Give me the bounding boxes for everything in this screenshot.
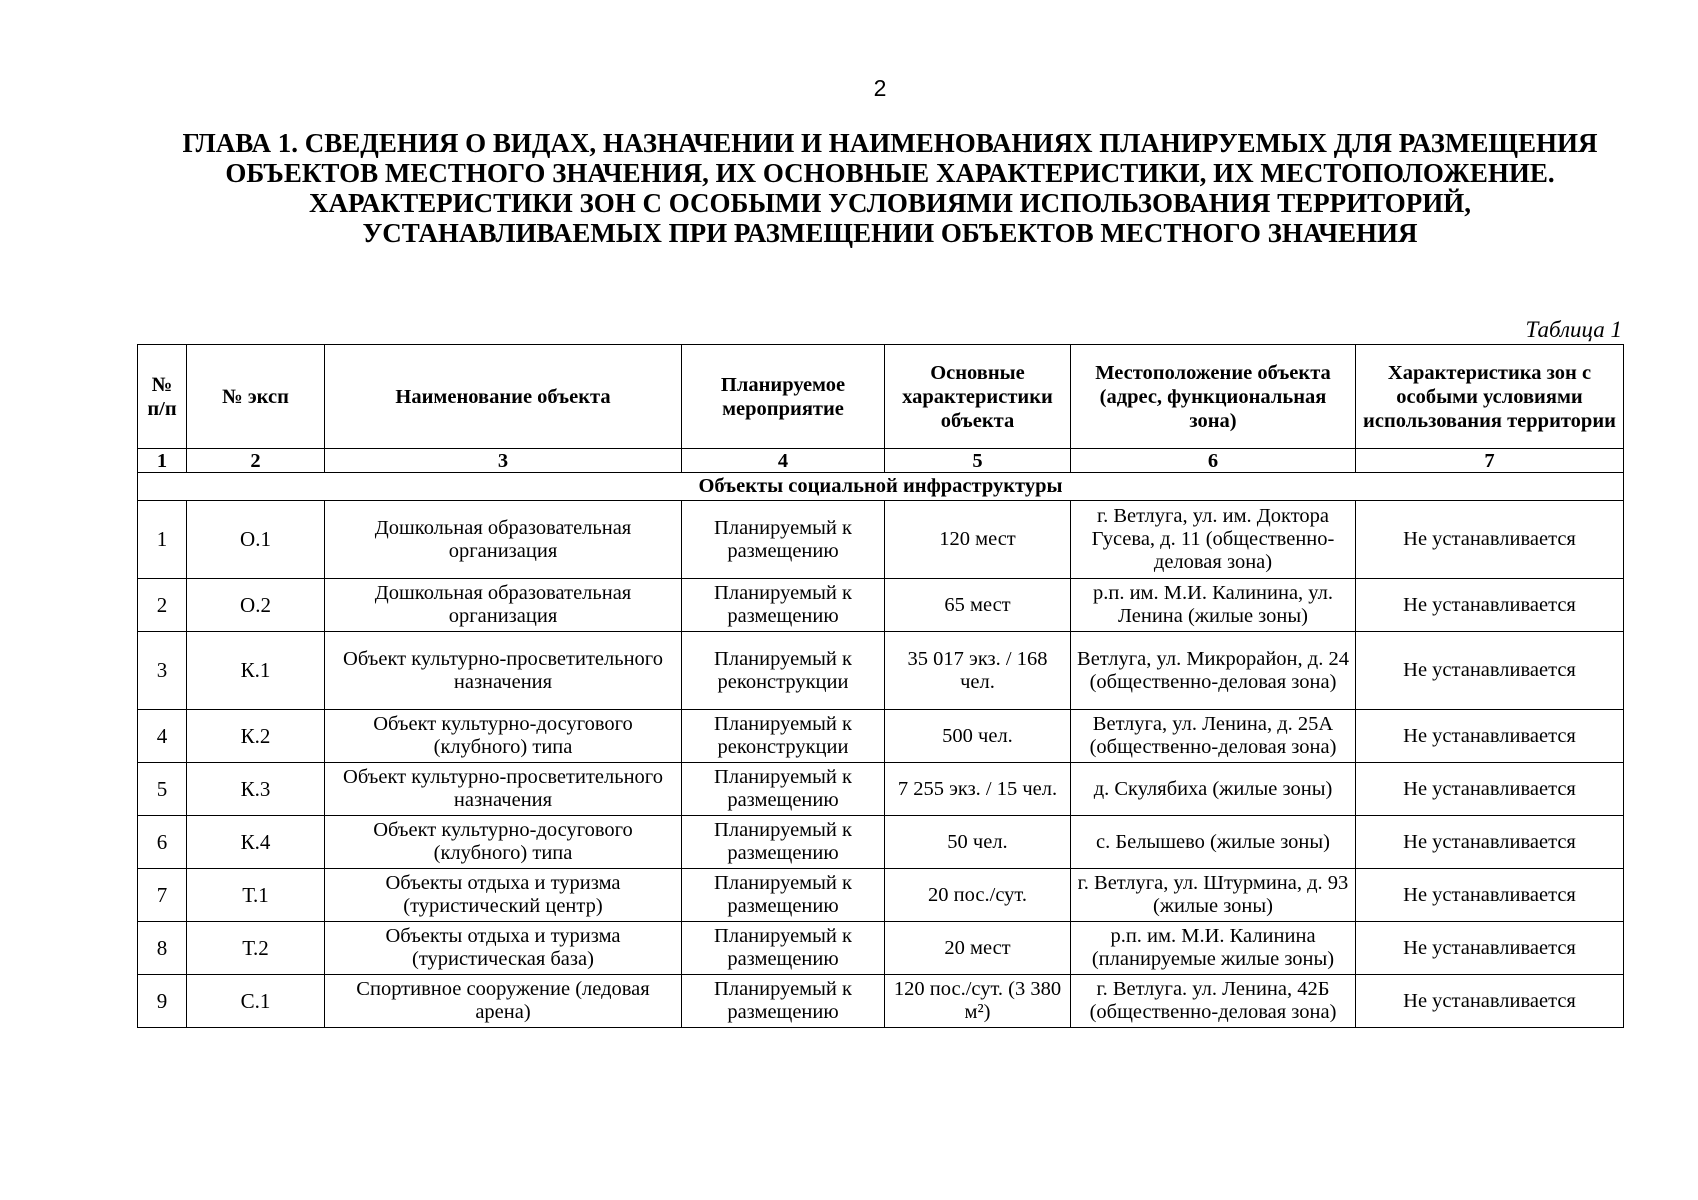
row-index-cell: 6 (138, 816, 187, 869)
planned-action-cell: Планируемый к размещению (682, 869, 885, 922)
column-number: 5 (885, 449, 1071, 473)
table-row (138, 501, 1624, 579)
special-zones-cell: Не устанавливается (1356, 579, 1624, 632)
header-cell-exp-number: № эксп (187, 345, 325, 449)
row-index-cell: 3 (138, 632, 187, 710)
table-row (138, 632, 1624, 710)
table-row (138, 763, 1624, 816)
exp-number-cell: О.2 (187, 579, 325, 632)
location-cell: г. Ветлуга, ул. Штурмина, д. 93 (жилые зоны) (1071, 869, 1356, 922)
planned-action-cell: Планируемый к размещению (682, 501, 885, 579)
header-cell-planned-action: Планируемое мероприятие (682, 345, 885, 449)
object-name-cell: Спортивное сооружение (ледовая арена) (325, 975, 682, 1028)
column-number: 7 (1356, 449, 1624, 473)
location-cell: д. Скулябиха (жилые зоны) (1071, 763, 1356, 816)
exp-number-cell: К.3 (187, 763, 325, 816)
table-row (138, 710, 1624, 763)
exp-number-cell: С.1 (187, 975, 325, 1028)
special-zones-cell: Не устанавливается (1356, 922, 1624, 975)
location-cell: Ветлуга, ул. Микрорайон, д. 24 (общественно-деловая зона) (1071, 632, 1356, 710)
location-cell: с. Белышево (жилые зоны) (1071, 816, 1356, 869)
planned-action-cell: Планируемый к размещению (682, 763, 885, 816)
planned-action-cell: Планируемый к реконструкции (682, 710, 885, 763)
column-number: 2 (187, 449, 325, 473)
row-index-cell: 7 (138, 869, 187, 922)
characteristics-cell: 120 мест (885, 501, 1071, 579)
planned-action-cell: Планируемый к размещению (682, 975, 885, 1028)
chapter-title: ГЛАВА 1. СВЕДЕНИЯ О ВИДАХ, НАЗНАЧЕНИИ И НАИМЕНОВАНИЯХ ПЛАНИРУЕМЫХ ДЛЯ РАЗМЕЩЕНИЯ ОБЪЕКТОВ МЕСТНОГО ЗНАЧЕНИЯ, ИХ ОСНОВНЫЕ ХАРАКТЕРИСТИКИ, ИХ МЕСТОПОЛОЖЕНИЕ. ХАРАКТЕРИСТИКИ ЗОН С ОСОБЫМИ УСЛОВИЯМИ ИСПОЛЬЗОВАНИЯ ТЕРРИТОРИЙ, УСТАНАВЛИВАЕМЫХ ПРИ РАЗМЕЩЕНИИ ОБЪЕКТОВ МЕСТНОГО ЗНАЧЕНИЯ (182, 128, 1598, 248)
table-row (138, 579, 1624, 632)
characteristics-cell: 120 пос./сут. (3 380 м²) (885, 975, 1071, 1028)
planned-action-cell: Планируемый к размещению (682, 816, 885, 869)
planned-action-cell: Планируемый к размещению (682, 579, 885, 632)
page-number: 2 (873, 75, 887, 101)
location-cell: р.п. им. М.И. Калинина (планируемые жилые зоны) (1071, 922, 1356, 975)
special-zones-cell: Не устанавливается (1356, 763, 1624, 816)
exp-number-cell: К.4 (187, 816, 325, 869)
row-index-cell: 1 (138, 501, 187, 579)
exp-number-cell: К.1 (187, 632, 325, 710)
table-row (138, 816, 1624, 869)
special-zones-cell: Не устанавливается (1356, 816, 1624, 869)
object-name-cell: Дошкольная образовательная организация (325, 501, 682, 579)
special-zones-cell: Не устанавливается (1356, 632, 1624, 710)
characteristics-cell: 7 255 экз. / 15 чел. (885, 763, 1071, 816)
section-row (138, 473, 1624, 501)
object-name-cell: Объект культурно-досугового (клубного) типа (325, 710, 682, 763)
special-zones-cell: Не устанавливается (1356, 975, 1624, 1028)
objects-table (137, 344, 1624, 1028)
column-number: 1 (138, 449, 187, 473)
object-name-cell: Объект культурно-досугового (клубного) типа (325, 816, 682, 869)
row-index-cell: 4 (138, 710, 187, 763)
characteristics-cell: 65 мест (885, 579, 1071, 632)
special-zones-cell: Не устанавливается (1356, 501, 1624, 579)
row-index-cell: 5 (138, 763, 187, 816)
column-number: 6 (1071, 449, 1356, 473)
row-index-cell: 8 (138, 922, 187, 975)
characteristics-cell: 500 чел. (885, 710, 1071, 763)
header-cell-index: № п/п (138, 345, 187, 449)
exp-number-cell: Т.2 (187, 922, 325, 975)
object-name-cell: Объекты отдыха и туризма (туристический центр) (325, 869, 682, 922)
column-number: 4 (682, 449, 885, 473)
location-cell: р.п. им. М.И. Калинина, ул. Ленина (жилые зоны) (1071, 579, 1356, 632)
header-cell-characteristics: Основные характеристики объекта (885, 345, 1071, 449)
table-row (138, 975, 1624, 1028)
planned-action-cell: Планируемый к размещению (682, 922, 885, 975)
table-row (138, 869, 1624, 922)
column-number: 3 (325, 449, 682, 473)
header-cell-object-name: Наименование объекта (325, 345, 682, 449)
object-name-cell: Дошкольная образовательная организация (325, 579, 682, 632)
location-cell: г. Ветлуга. ул. Ленина, 42Б (общественно-деловая зона) (1071, 975, 1356, 1028)
table-caption: Таблица 1 (1525, 317, 1622, 342)
characteristics-cell: 35 017 экз. / 168 чел. (885, 632, 1071, 710)
characteristics-cell: 20 пос./сут. (885, 869, 1071, 922)
object-name-cell: Объект культурно-просветительного назначения (325, 763, 682, 816)
characteristics-cell: 50 чел. (885, 816, 1071, 869)
column-number-row (138, 449, 1624, 473)
special-zones-cell: Не устанавливается (1356, 869, 1624, 922)
characteristics-cell: 20 мест (885, 922, 1071, 975)
planned-action-cell: Планируемый к реконструкции (682, 632, 885, 710)
row-index-cell: 9 (138, 975, 187, 1028)
object-name-cell: Объект культурно-просветительного назначения (325, 632, 682, 710)
exp-number-cell: К.2 (187, 710, 325, 763)
row-index-cell: 2 (138, 579, 187, 632)
header-cell-special-zones: Характеристика зон с особыми условиями использования территории (1356, 345, 1624, 449)
exp-number-cell: Т.1 (187, 869, 325, 922)
object-name-cell: Объекты отдыха и туризма (туристическая база) (325, 922, 682, 975)
location-cell: Ветлуга, ул. Ленина, д. 25А (общественно-деловая зона) (1071, 710, 1356, 763)
exp-number-cell: О.1 (187, 501, 325, 579)
location-cell: г. Ветлуга, ул. им. Доктора Гусева, д. 11 (общественно-деловая зона) (1071, 501, 1356, 579)
table-row (138, 922, 1624, 975)
special-zones-cell: Не устанавливается (1356, 710, 1624, 763)
header-cell-location: Местоположение объекта (адрес, функциональная зона) (1071, 345, 1356, 449)
section-title: Объекты социальной инфраструктуры (138, 473, 1624, 501)
table-header-row (138, 345, 1624, 449)
